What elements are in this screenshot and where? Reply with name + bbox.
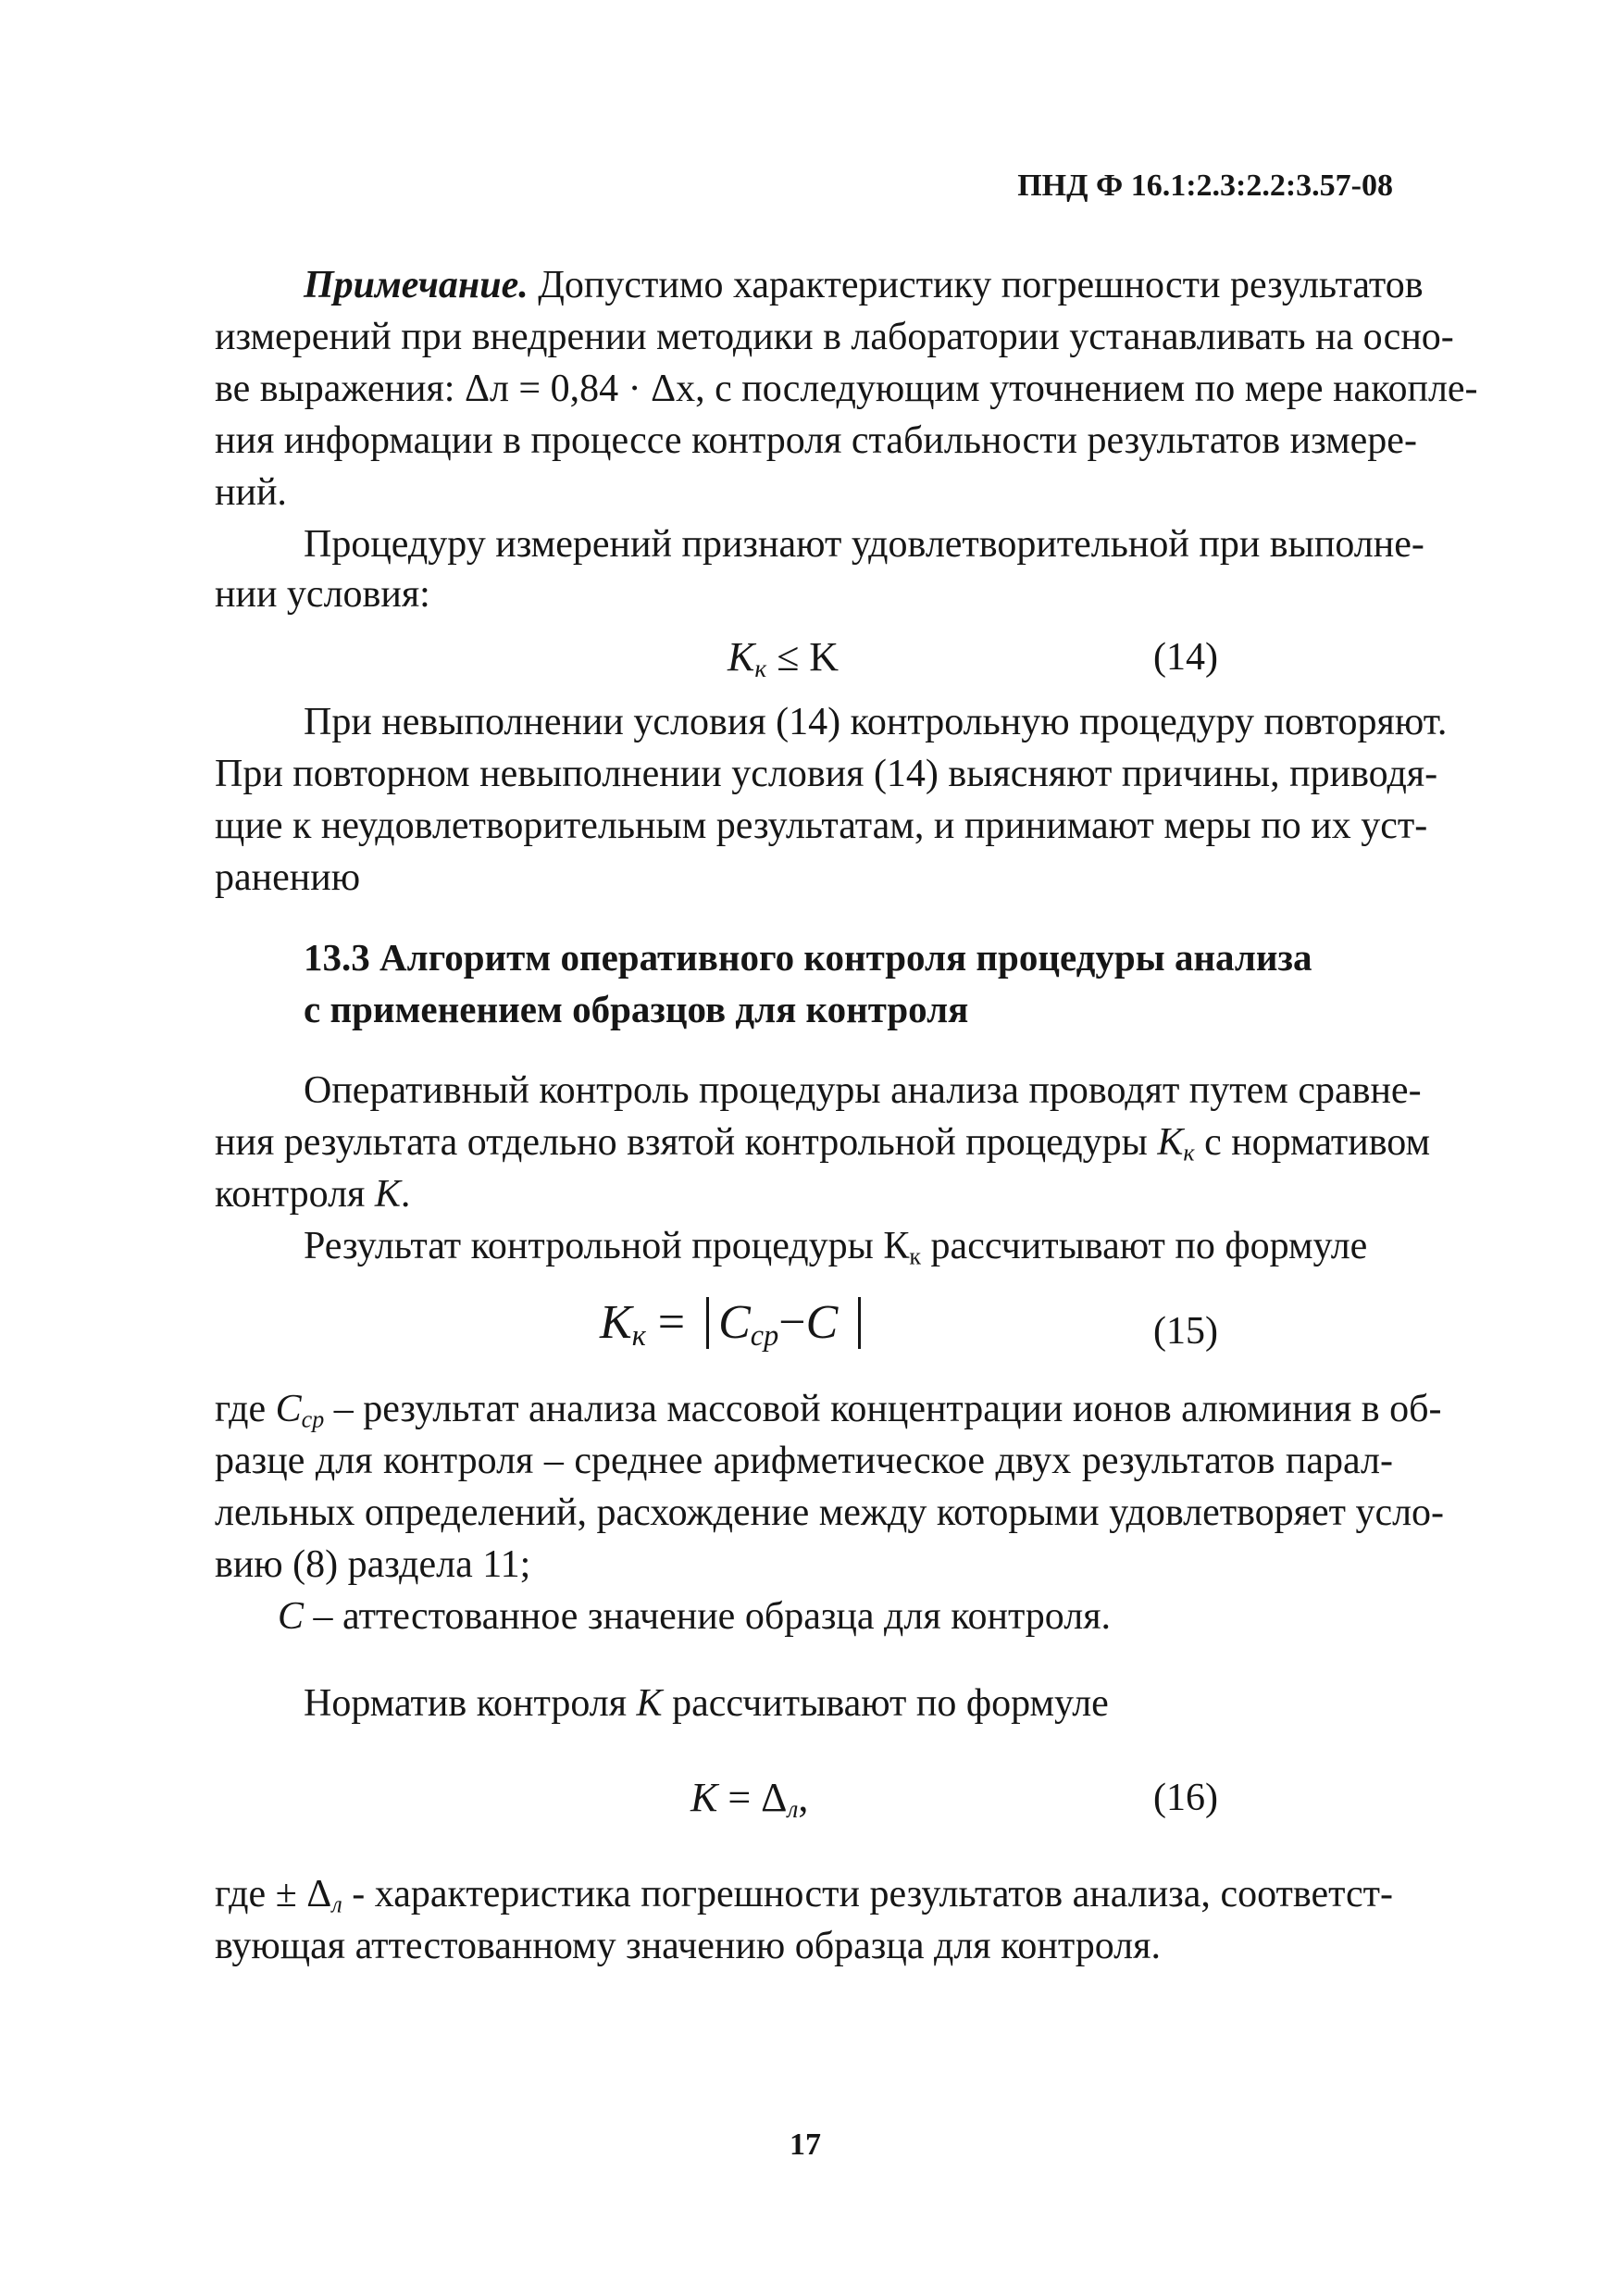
normative-line bbox=[304, 1678, 1109, 1729]
eq15-minus: − bbox=[778, 1296, 806, 1349]
where16-text-b: - характеристика погрешности результатов анализа, соответст- bbox=[342, 1873, 1393, 1915]
document-code: ПНД Ф 16.1:2.3:2.2:3.57-08 bbox=[1017, 168, 1393, 203]
operative-line-2-text-a: ния результата отдельно взятой контрольной процедуры bbox=[215, 1121, 1148, 1164]
operative-k: K bbox=[374, 1173, 401, 1216]
where15-line-3: лельных определений, расхождение между которыми удовлетворяет усло- bbox=[215, 1491, 1445, 1534]
equation-15-number: (15) bbox=[1153, 1310, 1218, 1353]
procedure-line-1: Процедуру измерений признают удовлетворительной при выполне- bbox=[304, 523, 1424, 566]
operative-kk-subscript: к bbox=[1183, 1139, 1195, 1167]
failure-line-1: При невыполнении условия (14) контрольную процедуру повторяют. bbox=[304, 701, 1448, 743]
section-heading-line-1: 13.3 Алгоритм оперативного контроля процедуры анализа bbox=[304, 936, 1312, 979]
eq15-k-subscript: к bbox=[631, 1318, 646, 1353]
where15-c: C bbox=[278, 1595, 305, 1638]
eq15-equals: = bbox=[645, 1296, 698, 1349]
note-label: Примечание. bbox=[304, 264, 529, 306]
result-line bbox=[304, 1220, 1367, 1283]
note-line-1 bbox=[304, 259, 1424, 311]
where15-line-5 bbox=[278, 1591, 1111, 1642]
eq14-lhs: K bbox=[728, 634, 755, 680]
normative-k: K bbox=[636, 1682, 663, 1725]
result-text-a: Результат контрольной процедуры К bbox=[304, 1225, 910, 1267]
result-subscript: к bbox=[909, 1242, 922, 1270]
operative-kk: K bbox=[1157, 1121, 1184, 1164]
where15-c-avg-subscript: ср bbox=[301, 1405, 325, 1433]
where16-text-a: где ± Δ bbox=[215, 1873, 332, 1915]
note-line-2: измерений при внедрении методики в лаборатории устанавливать на осно- bbox=[215, 316, 1454, 358]
eq15-c-avg-subscript: ср bbox=[750, 1318, 779, 1353]
abs-bar-right bbox=[858, 1297, 861, 1349]
eq14-rhs: ≤ K bbox=[766, 634, 840, 680]
note-line-5: ний. bbox=[215, 471, 287, 514]
where16-line-2: вующая аттестованному значению образца для контроля. bbox=[215, 1925, 1161, 1967]
eq16-equals-delta: = Δ bbox=[717, 1775, 788, 1820]
operative-line-3-text-b: . bbox=[400, 1173, 411, 1216]
failure-line-4: ранению bbox=[215, 856, 361, 899]
note-line-1-text: Допустимо характеристику погрешности результатов bbox=[538, 264, 1424, 306]
equation-15 bbox=[600, 1292, 870, 1366]
where15-line-4: вию (8) раздела 11; bbox=[215, 1543, 531, 1586]
normative-text-b: рассчитывают по формуле bbox=[672, 1682, 1109, 1725]
note-line-4: ния информации в процессе контроля стабильности результатов измере- bbox=[215, 419, 1417, 462]
normative-text-a: Норматив контроля bbox=[304, 1682, 628, 1725]
page-number: 17 bbox=[790, 2128, 821, 2162]
eq15-c: C bbox=[805, 1296, 839, 1349]
eq16-tail: , bbox=[798, 1775, 809, 1820]
eq14-lhs-subscript: к bbox=[754, 654, 767, 682]
operative-line-3-text-a: контроля bbox=[215, 1173, 366, 1216]
equation-16-number: (16) bbox=[1153, 1777, 1218, 1819]
where15-line-5-text: – аттестованное значение образца для контроля. bbox=[304, 1595, 1112, 1638]
where15-line-2: разце для контроля – среднее арифметическое двух результатов парал- bbox=[215, 1440, 1393, 1482]
operative-line-2-text-b: с нормативом bbox=[1204, 1121, 1431, 1164]
operative-line-1: Оперативный контроль процедуры анализа проводят путем сравне- bbox=[304, 1069, 1422, 1112]
where15-word: где bbox=[215, 1388, 267, 1430]
result-text-b: рассчитывают по формуле bbox=[921, 1225, 1368, 1267]
note-line-3: ве выражения: Δл = 0,84 · Δх, с последующим уточнением по мере накопле- bbox=[215, 368, 1478, 410]
failure-line-3: щие к неудовлетворительным результатам, и принимают меры по их уст- bbox=[215, 805, 1428, 847]
equation-14-number: (14) bbox=[1153, 636, 1218, 679]
abs-bar-left bbox=[706, 1297, 709, 1349]
eq15-c-avg: C bbox=[718, 1296, 751, 1349]
where16-subscript: л bbox=[331, 1890, 342, 1918]
eq16-lhs: K bbox=[690, 1775, 718, 1820]
where15-line-1-text: – результат анализа массовой концентрации ионов алюминия в об- bbox=[333, 1388, 1442, 1430]
where15-c-avg: C bbox=[275, 1388, 302, 1430]
failure-line-2: При повторном невыполнении условия (14) выясняют причины, приводя- bbox=[215, 753, 1438, 795]
eq15-k: K bbox=[600, 1296, 632, 1349]
eq16-subscript: л bbox=[787, 1794, 799, 1823]
operative-line-3 bbox=[215, 1168, 410, 1220]
section-heading-line-2: с применением образцов для контроля bbox=[304, 988, 969, 1030]
procedure-line-2: нии условия: bbox=[215, 573, 430, 616]
equation-16 bbox=[690, 1770, 808, 1837]
equation-14 bbox=[728, 630, 839, 696]
